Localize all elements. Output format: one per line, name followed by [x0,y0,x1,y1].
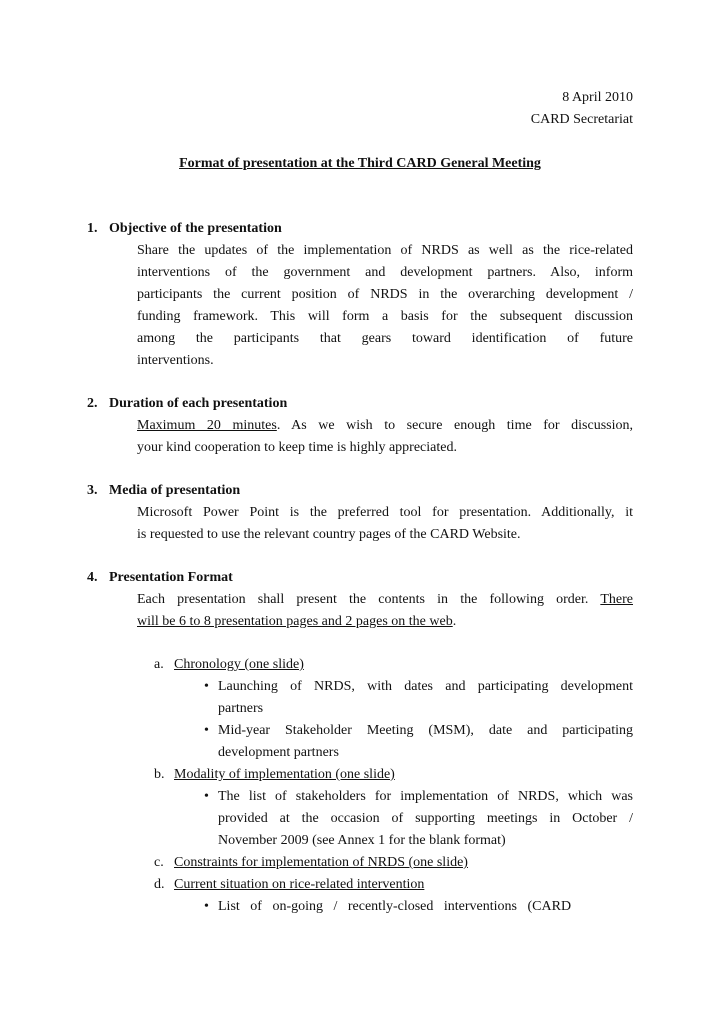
bullet-text: The list of stakeholders for implementation of NRDS, which was [218,789,633,804]
bullet-icon: • [204,789,209,804]
bullet-item [204,676,633,698]
section-3-heading [87,480,240,502]
section-1-line: funding framework. This will form a basis for the subsequent discussion [137,309,633,324]
section-number: 1. [87,221,98,236]
section-3-line: is requested to use the relevant country pages of the CARD Website. [137,527,521,542]
bullet-continuation: partners [218,701,264,716]
subsection-letter: d. [154,877,165,892]
section-3-line: Microsoft Power Point is the preferred tool for presentation. Additionally, it [137,505,633,520]
subsection-title: Current situation on rice-related intervention [174,877,425,892]
duration-limit: Maximum 20 minutes [137,418,277,433]
section-4-line [137,611,633,633]
bullet-continuation: development partners [218,745,339,760]
document-title: Format of presentation at the Third CARD General Meeting [179,156,541,171]
section-4-text: Each presentation shall present the contents in the following order. [137,592,601,607]
subsection-title: Chronology (one slide) [174,657,304,672]
subsection-d-heading [154,874,424,896]
section-number: 4. [87,570,98,585]
section-title: Media of presentation [109,483,241,498]
subsection-a-heading [154,654,304,676]
document-author: CARD Secretariat [530,112,633,127]
bullet-icon: • [204,723,209,738]
section-1-line: interventions of the government and development partners. Also, inform [137,265,633,280]
section-1-line: among the participants that gears toward identification of future [137,331,633,346]
section-4-underlined: There [600,592,633,607]
section-4-line [137,589,633,611]
subsection-letter: a. [154,657,164,672]
bullet-icon: • [204,899,209,914]
section-1-line: participants the current position of NRDS in the overarching development / [137,287,633,302]
bullet-item [204,786,633,808]
section-2-line [137,415,633,437]
subsection-letter: b. [154,767,165,782]
bullet-text: Launching of NRDS, with dates and participating development [218,679,633,694]
section-1-line: interventions. [137,353,214,368]
document-date: 8 April 2010 [562,90,633,105]
bullet-icon: • [204,679,209,694]
bullet-continuation: provided at the occasion of supporting meetings in October / [218,811,633,826]
section-title: Objective of the presentation [109,221,282,236]
subsection-title: Constraints for implementation of NRDS (one slide) [174,855,468,870]
subsection-title: Modality of implementation (one slide) [174,767,395,782]
bullet-text: Mid-year Stakeholder Meeting (MSM), date and participating [218,723,633,738]
bullet-item [204,896,633,918]
section-title: Presentation Format [109,570,233,585]
bullet-continuation: November 2009 (see Annex 1 for the blank format) [218,833,506,848]
section-4-text: . [452,614,457,629]
section-2-line: your kind cooperation to keep time is highly appreciated. [137,440,457,455]
section-1-line: Share the updates of the implementation of NRDS as well as the rice-related [137,243,633,258]
subsection-letter: c. [154,855,164,870]
section-number: 2. [87,396,98,411]
section-2-heading [87,393,287,415]
section-4-heading [87,567,233,589]
subsection-b-heading [154,764,395,786]
section-number: 3. [87,483,98,498]
section-title: Duration of each presentation [109,396,288,411]
section-1-heading [87,218,282,240]
section-4-underlined: will be 6 to 8 presentation pages and 2 pages on the web [137,614,453,629]
section-2-text: . As we wish to secure enough time for discussion, [276,418,633,433]
subsection-c-heading [154,852,468,874]
bullet-text: List of on-going / recently-closed interventions (CARD [218,899,572,914]
bullet-item [204,720,633,742]
